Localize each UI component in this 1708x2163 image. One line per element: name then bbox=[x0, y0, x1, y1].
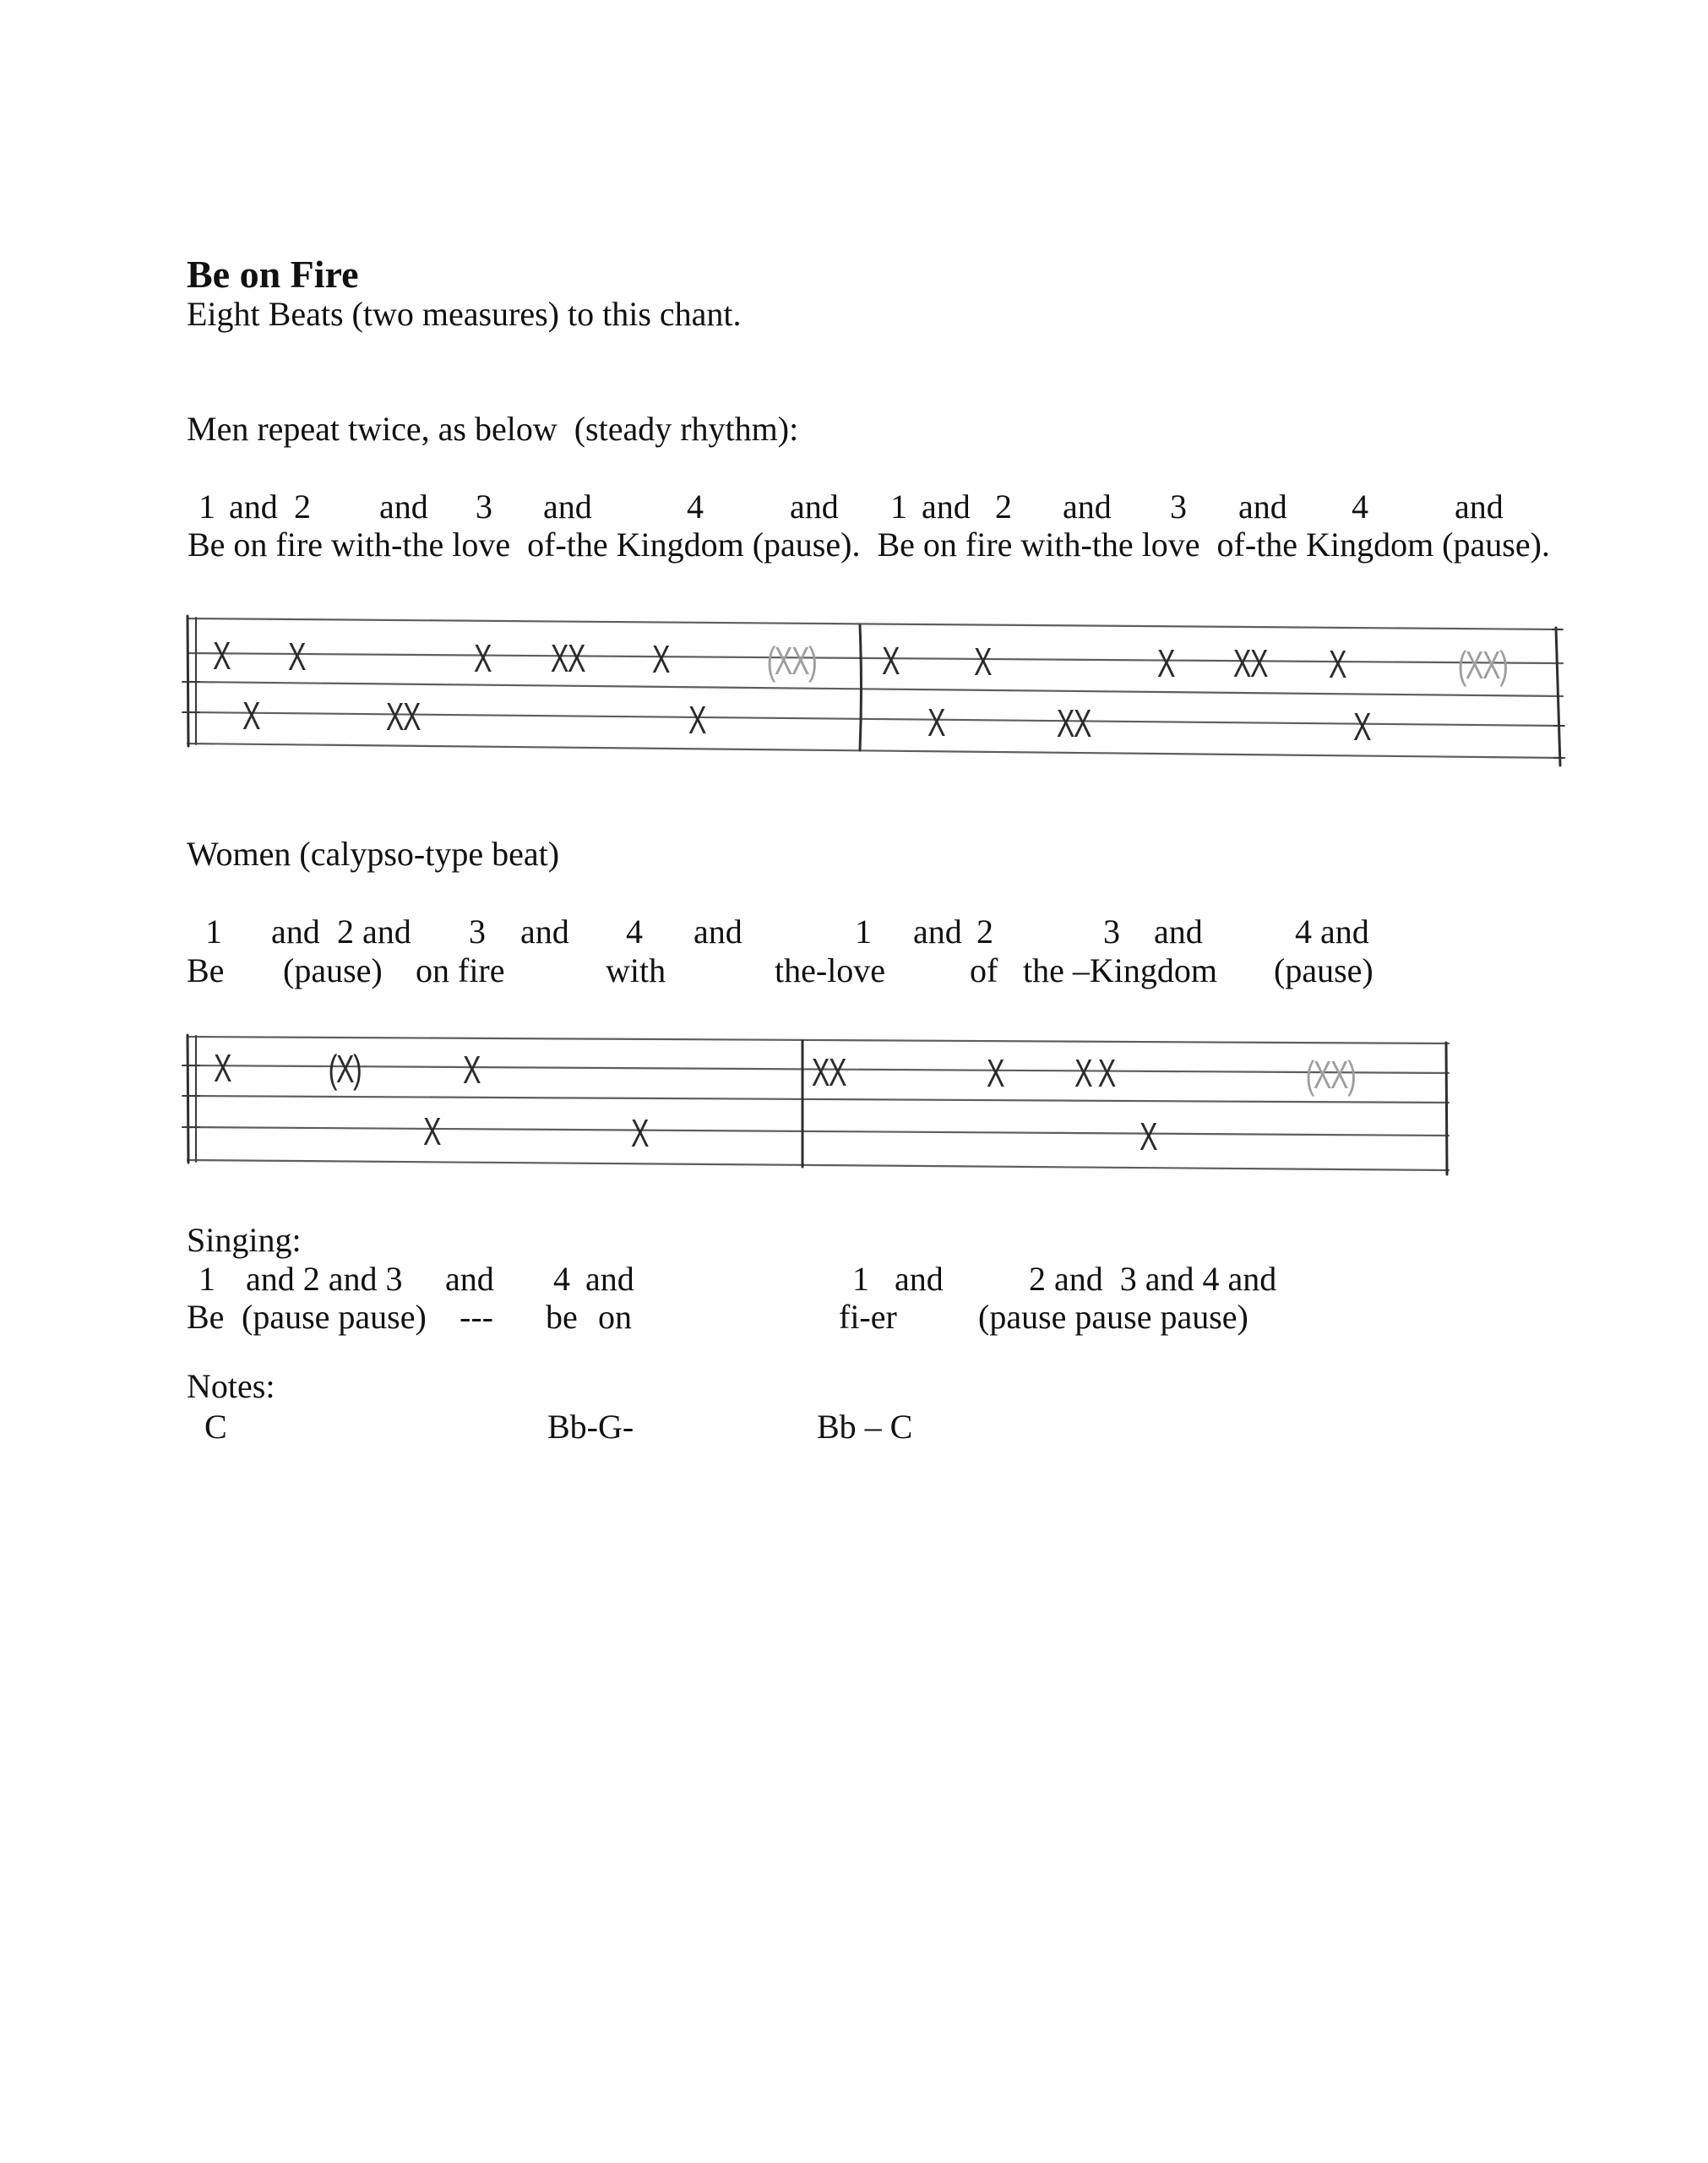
end-barline bbox=[1446, 1043, 1447, 1174]
count-token: and bbox=[1238, 488, 1287, 526]
optional-hit-mark-upper: (XX) bbox=[1305, 1053, 1356, 1097]
hit-mark-upper: X bbox=[212, 634, 231, 678]
page-title: Be on Fire bbox=[187, 253, 359, 296]
lyric-token: Be bbox=[187, 1298, 225, 1336]
count-token: and bbox=[913, 913, 962, 951]
optional-hit-mark-upper: (XX) bbox=[1457, 643, 1508, 687]
hit-mark-lower: XX bbox=[385, 695, 421, 738]
women-heading: Women (calypso-type beat) bbox=[187, 835, 560, 873]
lyric-token: on fire bbox=[416, 951, 505, 989]
measure-barline bbox=[860, 625, 862, 750]
count-token: and bbox=[895, 1260, 944, 1298]
lyric-token: (pause pause pause) bbox=[978, 1298, 1248, 1336]
hit-mark-upper: X bbox=[986, 1051, 1004, 1095]
lyric-token: the –Kingdom bbox=[1023, 951, 1217, 989]
hit-mark-upper: X bbox=[651, 637, 670, 681]
men-lyrics: Be on fire with-the love of-the Kingdom (pause). Be on fire with-the love of-the Kingdom (pause). bbox=[188, 526, 1550, 564]
staff-line bbox=[188, 1037, 1449, 1043]
hit-mark-upper: X bbox=[1328, 642, 1346, 686]
count-token: and bbox=[790, 488, 839, 526]
optional-hit-mark-upper: (X) bbox=[328, 1047, 362, 1091]
lyric-token: on bbox=[598, 1298, 632, 1336]
note-value: Bb – C bbox=[817, 1408, 913, 1446]
count-token: 4 and bbox=[1295, 913, 1369, 951]
hit-mark-lower: X bbox=[1139, 1114, 1157, 1158]
count-token: and bbox=[445, 1260, 494, 1298]
count-token: 4 bbox=[687, 488, 704, 526]
hit-mark-upper: X bbox=[473, 636, 492, 680]
lyric-token: be bbox=[546, 1298, 578, 1336]
hit-mark-upper: X X bbox=[1074, 1051, 1115, 1095]
count-token: and bbox=[379, 488, 428, 526]
hit-mark-upper: XX bbox=[811, 1050, 846, 1094]
count-token: 1 bbox=[205, 913, 222, 951]
count-token: 3 bbox=[476, 488, 492, 526]
hit-mark-lower: X bbox=[630, 1111, 649, 1155]
staff-line bbox=[188, 618, 1563, 629]
count-token: and bbox=[520, 913, 569, 951]
subtitle: Eight Beats (two measures) to this chant. bbox=[187, 295, 742, 333]
count-token: 2 bbox=[995, 488, 1012, 526]
count-token: and bbox=[1063, 488, 1112, 526]
hit-mark-upper: XX bbox=[1232, 641, 1268, 685]
count-token: and bbox=[585, 1260, 634, 1298]
hit-mark-upper: X bbox=[462, 1048, 481, 1092]
count-token: and bbox=[271, 913, 320, 951]
count-token: and bbox=[229, 488, 278, 526]
count-token: and bbox=[1154, 913, 1203, 951]
hit-mark-lower: X bbox=[927, 700, 945, 744]
lyric-token: --- bbox=[460, 1298, 493, 1336]
count-token: and bbox=[694, 913, 742, 951]
hit-mark-lower: X bbox=[242, 694, 260, 738]
count-token: and bbox=[1455, 488, 1504, 526]
hit-mark-lower: X bbox=[688, 698, 706, 742]
count-token: 1 bbox=[199, 1260, 215, 1298]
count-token: and 2 and 3 bbox=[246, 1260, 403, 1298]
hit-mark-lower: XX bbox=[1056, 701, 1091, 745]
count-token: 1 bbox=[852, 1260, 869, 1298]
hit-mark-upper: X bbox=[881, 639, 900, 683]
hit-mark-lower: X bbox=[422, 1109, 441, 1153]
count-token: 2 and 3 and 4 and bbox=[1029, 1260, 1277, 1298]
lyric-token: the-love bbox=[775, 951, 886, 989]
hit-mark-upper: X bbox=[213, 1046, 231, 1090]
hit-mark-upper: XX bbox=[550, 636, 585, 680]
staff-line bbox=[188, 653, 1563, 663]
hit-mark-upper: X bbox=[287, 635, 306, 678]
count-token: 1 bbox=[855, 913, 872, 951]
note-value: Bb-G- bbox=[547, 1408, 634, 1446]
count-token: 2 bbox=[294, 488, 311, 526]
count-token: and bbox=[543, 488, 592, 526]
count-token: 3 bbox=[469, 913, 486, 951]
lyric-token: (pause) bbox=[283, 951, 383, 989]
hit-mark-upper: X bbox=[973, 640, 992, 684]
optional-hit-mark-upper: (XX) bbox=[766, 639, 817, 683]
lyric-token: Be bbox=[187, 951, 225, 989]
lyric-token: with bbox=[606, 951, 666, 989]
hit-mark-upper: X bbox=[1156, 641, 1175, 685]
count-token: 1 bbox=[890, 488, 907, 526]
count-token: 1 bbox=[199, 488, 215, 526]
count-token: 4 bbox=[626, 913, 643, 951]
count-token: 2 and bbox=[337, 913, 411, 951]
staff-line bbox=[188, 1160, 1449, 1170]
lyric-token: of bbox=[970, 951, 998, 989]
note-value: C bbox=[204, 1408, 227, 1446]
count-token: 3 bbox=[1170, 488, 1187, 526]
lyric-token: fi-er bbox=[839, 1298, 897, 1336]
count-token: and bbox=[922, 488, 971, 526]
lyric-token: (pause pause) bbox=[242, 1298, 427, 1336]
singing-heading: Singing: bbox=[187, 1221, 302, 1259]
men-heading: Men repeat twice, as below (steady rhythm): bbox=[187, 410, 799, 448]
count-token: 4 bbox=[553, 1260, 570, 1298]
count-token: 4 bbox=[1352, 488, 1368, 526]
count-token: 3 bbox=[1103, 913, 1120, 951]
notes-heading: Notes: bbox=[187, 1367, 275, 1405]
lyric-token: (pause) bbox=[1274, 951, 1373, 989]
staff-line bbox=[188, 1096, 1449, 1103]
count-token: 2 bbox=[976, 913, 993, 951]
hit-mark-lower: X bbox=[1352, 705, 1371, 749]
staff-line bbox=[188, 1127, 1449, 1136]
